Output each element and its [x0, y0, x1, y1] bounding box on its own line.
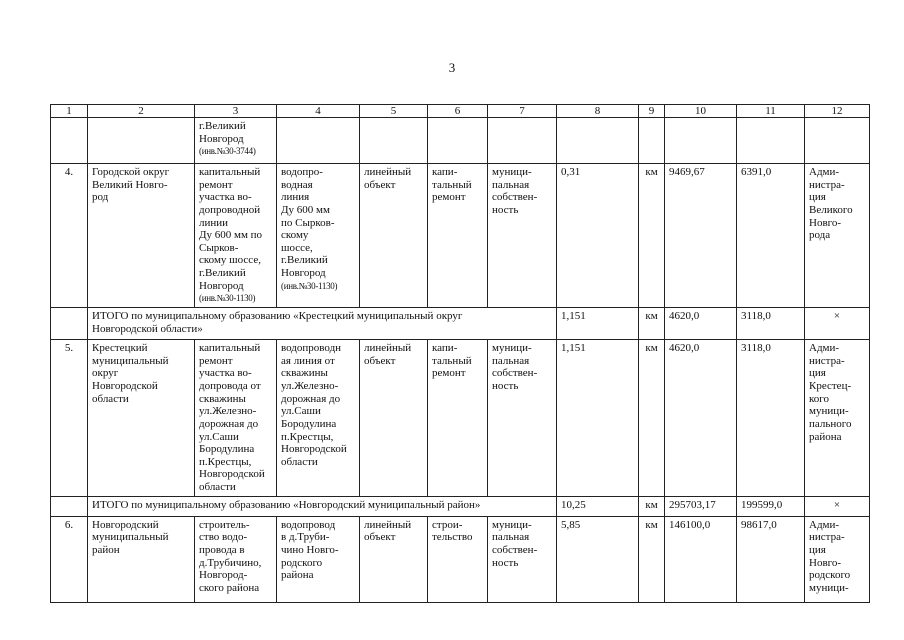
cell: [488, 118, 557, 164]
cell-administration: Адми- нистра- ция Новго- родского муници-: [805, 516, 870, 602]
total-row: [51, 496, 870, 516]
cell-ownership: муници- пальная собствен- ность: [488, 164, 557, 308]
header-cell: 5: [360, 105, 428, 118]
cell-cost: 4620,0: [665, 340, 737, 497]
table-row: [51, 164, 870, 308]
cell-subsidy: 199599,0: [737, 496, 805, 516]
cell-object-name: водопровод в д.Труби- чино Новго- родского района: [277, 516, 360, 602]
total-label: ИТОГО по муниципальному образованию «Крестецкий муниципальный округ Новгородской области»: [88, 308, 557, 340]
cell-object-name: [277, 164, 360, 308]
cell-unit: км: [639, 516, 665, 602]
cell-unit: км: [639, 308, 665, 340]
inventory-number: (инв.№30-3744): [199, 146, 256, 157]
cell-ownership: муници- пальная собствен- ность: [488, 516, 557, 602]
cell: [51, 308, 88, 340]
cell-cost: 295703,17: [665, 496, 737, 516]
cell-length: 1,151: [557, 340, 639, 497]
cell-work-name: капитальный ремонт участка во- допровода от скважины ул.Железно- дорожная до ул.Саши Бородулина п.Крестцы, Новгородской области: [195, 340, 277, 497]
cell-length: 10,25: [557, 496, 639, 516]
header-row: [51, 105, 870, 118]
cell-length: 0,31: [557, 164, 639, 308]
cell-work-name: строитель- ство водо- провода в д.Трубичино, Новгород- ского района: [195, 516, 277, 602]
cell: [277, 118, 360, 164]
work-name-text: капитальный ремонт участка во- допроводной линии Ду 600 мм по Сырков- скому шоссе, г.Великий Новгород: [199, 166, 263, 292]
page-number: 3: [448, 60, 456, 75]
cell-unit: км: [639, 164, 665, 308]
cell: [360, 118, 428, 164]
object-name-text: г.Великий Новгород: [199, 120, 246, 145]
cell-unit: км: [639, 340, 665, 497]
header-cell: 2: [88, 105, 195, 118]
header-cell: 9: [639, 105, 665, 118]
inventory-number: (инв.№30-1130): [199, 293, 256, 304]
cell: [51, 118, 88, 164]
table-row: [51, 340, 870, 497]
cell-work-type: капи- тальный ремонт: [428, 164, 488, 308]
row-number: 4.: [51, 164, 88, 308]
cell-subsidy: 3118,0: [737, 340, 805, 497]
row-number: 5.: [51, 340, 88, 497]
cell-work-type: строи- тельство: [428, 516, 488, 602]
cell-work-type: капи- тальный ремонт: [428, 340, 488, 497]
cell-ownership: муници- пальная собствен- ность: [488, 340, 557, 497]
table-row: [51, 118, 870, 164]
cell: [51, 496, 88, 516]
header-cell: 10: [665, 105, 737, 118]
cell-unit: км: [639, 496, 665, 516]
cell-cost: 146100,0: [665, 516, 737, 602]
header-cell: 11: [737, 105, 805, 118]
cell: [805, 118, 870, 164]
cell-length: 1,151: [557, 308, 639, 340]
cell-subsidy: 6391,0: [737, 164, 805, 308]
cell: [428, 118, 488, 164]
cell-cost: 4620,0: [665, 308, 737, 340]
header-cell: 7: [488, 105, 557, 118]
table-row: [51, 516, 870, 602]
cell: [88, 118, 195, 164]
cell-object-type: линейный объект: [360, 340, 428, 497]
header-cell: 1: [51, 105, 88, 118]
cell-administration: Адми- нистра- ция Крестец- кого муници- пального района: [805, 340, 870, 497]
cell-work-name: [195, 164, 277, 308]
cell-administration: ×: [805, 308, 870, 340]
cell-municipality: Городской округ Великий Новго- род: [88, 164, 195, 308]
header-cell: 4: [277, 105, 360, 118]
cell-subsidy: 3118,0: [737, 308, 805, 340]
header-cell: 6: [428, 105, 488, 118]
data-table: [50, 104, 870, 603]
cell: [737, 118, 805, 164]
cell-municipality: Крестецкий муниципальный округ Новгородской области: [88, 340, 195, 497]
header-cell: 8: [557, 105, 639, 118]
object-name-text: водопро- водная линия Ду 600 мм по Сырков- скому шоссе, г.Великий Новгород: [281, 166, 335, 280]
total-label: ИТОГО по муниципальному образованию «Новгородский муниципальный район»: [88, 496, 557, 516]
cell-object-type: линейный объект: [360, 516, 428, 602]
cell-length: 5,85: [557, 516, 639, 602]
cell-object-type: линейный объект: [360, 164, 428, 308]
cell-administration: Адми- нистра- ция Великого Новго- рода: [805, 164, 870, 308]
header-cell: 12: [805, 105, 870, 118]
cell-object-name: [195, 118, 277, 164]
cell-cost: 9469,67: [665, 164, 737, 308]
inventory-number: (инв.№30-1130): [281, 280, 338, 291]
cell-subsidy: 98617,0: [737, 516, 805, 602]
cell: [665, 118, 737, 164]
cell: [639, 118, 665, 164]
cell-municipality: Новгородский муниципальный район: [88, 516, 195, 602]
cell-object-name: водопроводн ая линия от скважины ул.Железно- дорожная до ул.Саши Бородулина п.Крестцы, Новгородской области: [277, 340, 360, 497]
row-number: 6.: [51, 516, 88, 602]
cell-administration: ×: [805, 496, 870, 516]
cell: [557, 118, 639, 164]
header-cell: 3: [195, 105, 277, 118]
total-row: [51, 308, 870, 340]
